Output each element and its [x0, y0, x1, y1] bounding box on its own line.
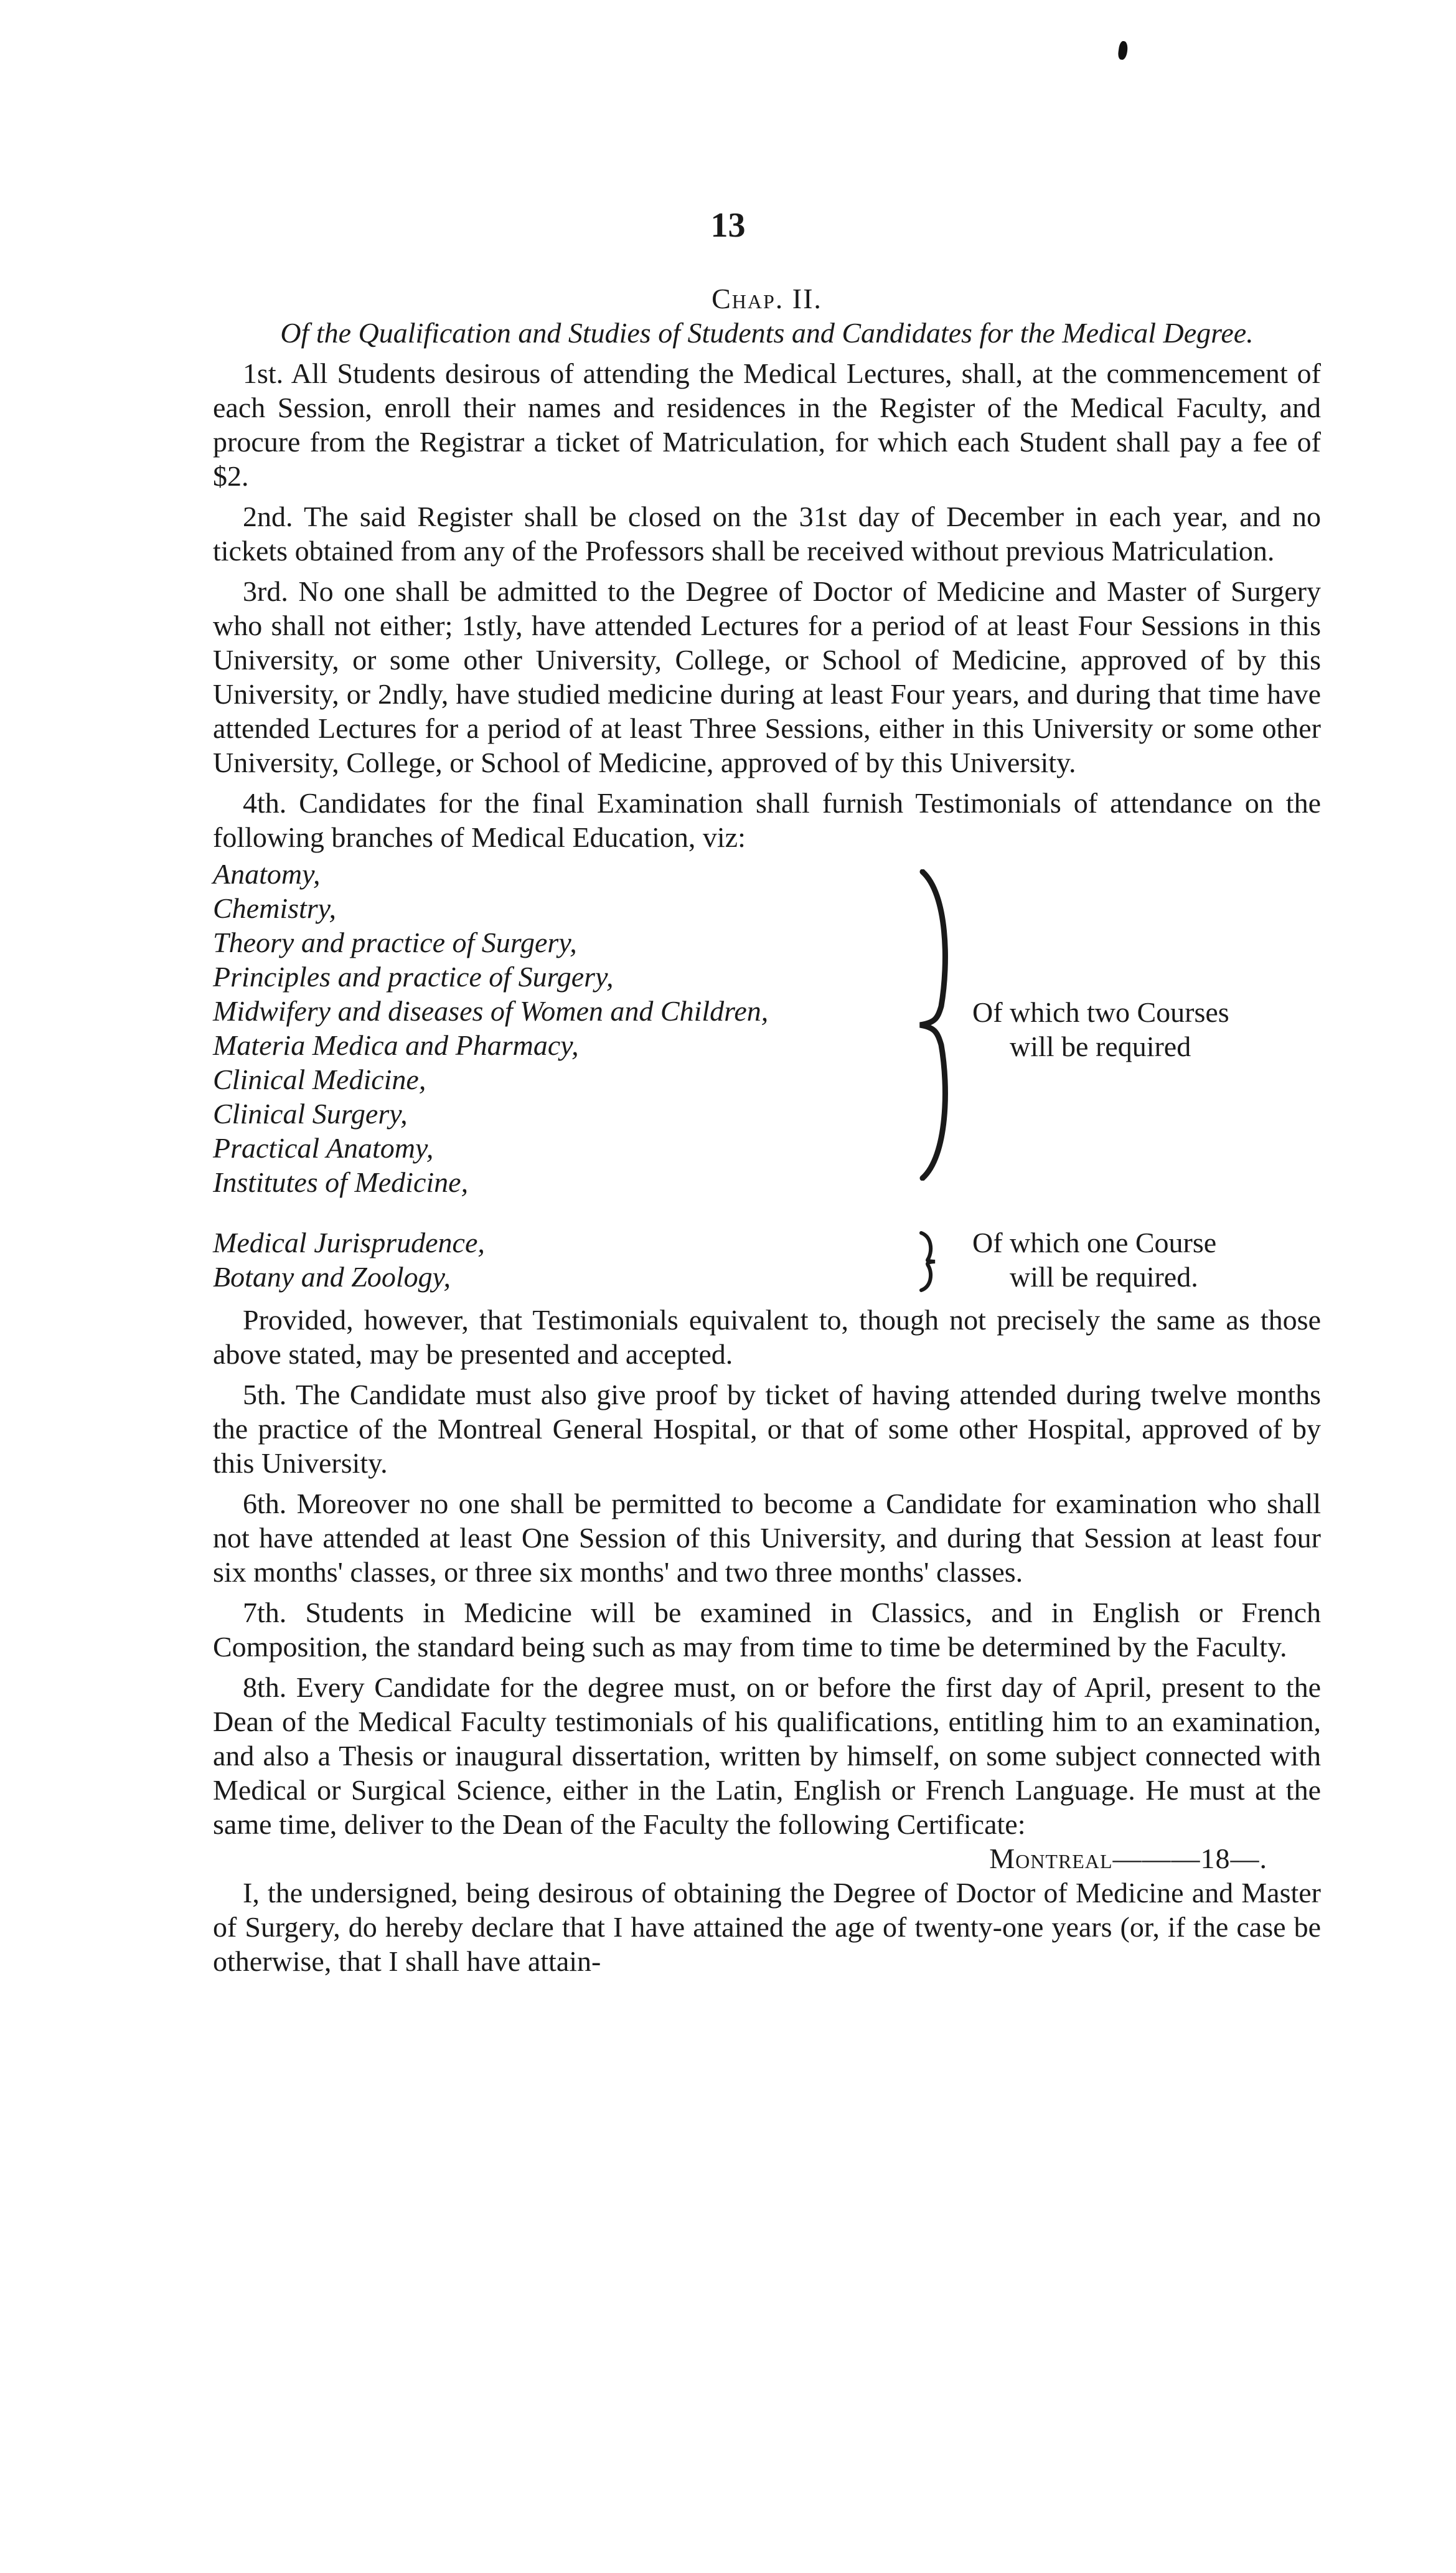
curly-brace-small	[916, 1230, 941, 1293]
paragraph-1st: 1st. All Students desirous of attending the Medical Lectures, shall, at the commencement of each Session, enroll their names and residences in the Register of the Medical Faculty, and procure from the Registrar a ticket of Matriculation, for which each Student shall pay a fee of $2.	[213, 357, 1321, 492]
paragraph-proviso: Provided, however, that Testimonials equivalent to, though not precisely the same as those above stated, may be presented and accepted.	[213, 1304, 1321, 1370]
document-body	[213, 281, 1321, 1985]
paragraph-5th: 5th. The Candidate must also give proof by ticket of having attended during twelve months the practice of the Montreal General Hospital, or that of some other Hospital, approved of by this University.	[213, 1379, 1321, 1479]
paragraph-2nd: 2nd. The said Register shall be closed on the 31st day of December in each year, and no tickets obtained from any of the Professors shall be received without previous Matriculation.	[213, 501, 1321, 567]
paragraph-3rd: 3rd. No one shall be admitted to the Degree of Doctor of Medicine and Master of Surgery who shall not either; 1stly, have attended Lectures for a period of at least Four Sessions in this University, or some other University, College, or School of Medicine, approved of by this University, or 2ndly, have studied medicine during at least Four years, and during that time have attended Lectures for a period of at least Three Sessions, either in this University or some other University, College, or School of Medicine, approved of by this University.	[213, 575, 1321, 778]
subject-item: Midwifery and diseases of Women and Children,	[213, 995, 769, 1027]
subject-group-one-course	[213, 1225, 1321, 1298]
subject-item: Theory and practice of Surgery,	[213, 927, 577, 958]
subject-item: Clinical Medicine,	[213, 1064, 426, 1095]
curly-brace-large	[916, 869, 960, 1181]
subject-group-two-courses	[213, 857, 1321, 1201]
paragraph-7th: 7th. Students in Medicine will be examined in Classics, and in English or French Composition, the standard being such as may from time to time be determined by the Faculty.	[213, 1597, 1321, 1663]
paragraph-6th: 6th. Moreover no one shall be permitted to become a Candidate for examination who shall not have attended at least One Session of this University, and during that Session at least four six months' classes, or three six months' and two three months' classes.	[213, 1488, 1321, 1588]
paragraph-4th: 4th. Candidates for the final Examination shall furnish Testimonials of attendance on the following branches of Medical Education, viz:	[213, 787, 1321, 853]
group-two-note-line1: Of which one Course	[972, 1227, 1217, 1258]
subject-item: Medical Jurisprudence,	[213, 1227, 485, 1258]
chapter-heading: Chap. II.	[712, 283, 822, 314]
subject-item: Chemistry,	[213, 892, 337, 924]
ink-speck	[1117, 40, 1129, 60]
chapter-subtitle: Of the Qualification and Studies of Students and Candidates for the Medical Degree.	[280, 317, 1254, 349]
subjects-list	[213, 857, 1321, 1298]
group-one-note-line2: will be required	[1010, 1031, 1191, 1062]
subject-item: Institutes of Medicine,	[213, 1166, 469, 1198]
subject-item: Principles and practice of Surgery,	[213, 961, 614, 993]
subject-item: Materia Medica and Pharmacy,	[213, 1029, 579, 1061]
subject-item: Anatomy,	[213, 858, 321, 890]
subject-item: Practical Anatomy,	[213, 1132, 434, 1164]
group-one-note-line1: Of which two Courses	[972, 996, 1229, 1028]
certificate-declaration: I, the undersigned, being desirous of obtaining the Degree of Doctor of Medicine and Master of Surgery, do hereby declare that I have attained the age of twenty-one years (or, if the case be otherwise, that I shall have attain-	[213, 1877, 1321, 1977]
page-number: 13	[710, 206, 746, 245]
certificate-place-date: Montreal———18—.	[989, 1843, 1267, 1874]
paragraph-8th: 8th. Every Candidate for the degree must, on or before the first day of April, present to the Dean of the Medical Faculty testimonials of his qualifications, entitling him to an examination, and also a Thesis or inaugural dissertation, written by himself, on some subject connected with Medical or Surgical Science, either in the Latin, English or French Language. He must at the same time, deliver to the Dean of the Faculty the following Certificate:	[213, 1671, 1321, 1840]
group-two-note-line2: will be required.	[1010, 1261, 1198, 1293]
group-one-note	[972, 995, 1284, 1064]
subject-item: Clinical Surgery,	[213, 1098, 408, 1130]
subject-item: Botany and Zoology,	[213, 1261, 451, 1293]
group-two-note	[972, 1225, 1284, 1294]
